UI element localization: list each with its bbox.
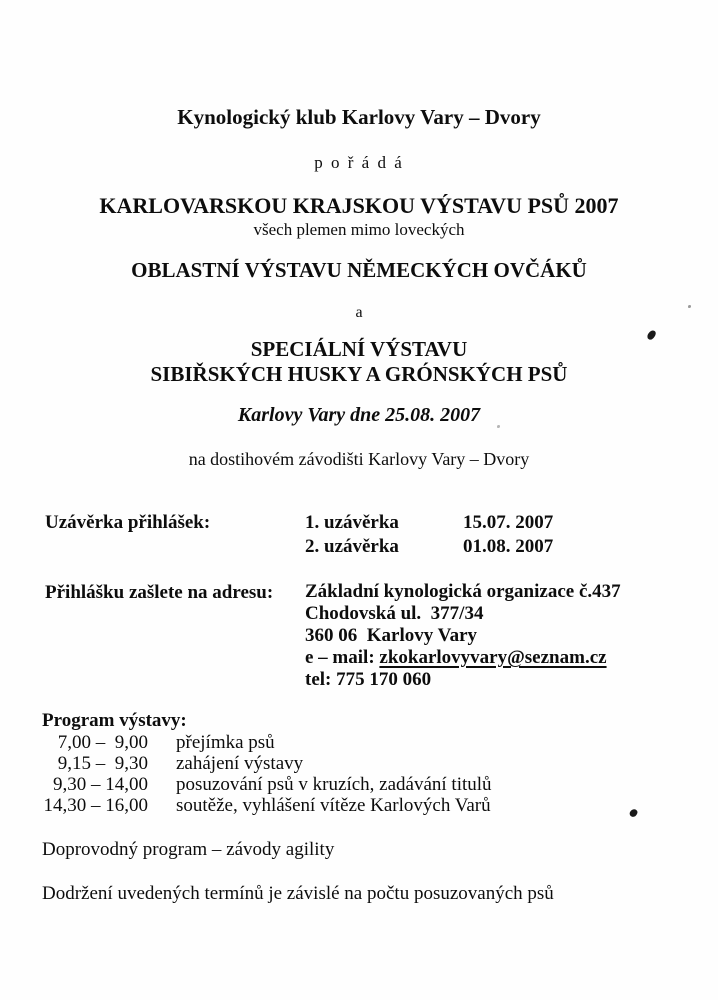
email-address: zkokarlovyvary@seznam.cz [379, 647, 607, 668]
program-activity: posuzování psů v kruzích, zadávání titulů [176, 774, 492, 795]
event3-title-line2: SIBIŘSKÝCH HUSKY A GRÓNSKÝCH PSŮ [150, 362, 568, 386]
address-city: 360 06 Karlovy Vary [305, 625, 478, 646]
program-time: 14,30 – 16,00 [43, 795, 148, 816]
program-row [42, 753, 718, 774]
deadline-date: 01.08. 2007 [463, 536, 554, 557]
accompanying-program-line: Doprovodný program – závody agility [42, 839, 335, 860]
program-section [0, 709, 718, 816]
address-email-line [305, 647, 698, 669]
program-activity: soutěže, vyhlášení vítěze Karlových Varů [176, 795, 491, 816]
deadline-row [305, 511, 698, 535]
deadlines-section [0, 511, 718, 559]
schedule-disclaimer-line: Dodržení uvedených termínů je závislé na počtu posuzovaných psů [42, 883, 554, 904]
address-phone: tel: 775 170 060 [305, 669, 432, 690]
event1-subtitle: všech plemen mimo loveckých [253, 220, 465, 239]
program-time: 9,15 – 9,30 [57, 753, 148, 774]
program-row [42, 774, 718, 795]
deadline-row [305, 535, 698, 559]
organizes-text: p o ř á d á [314, 153, 404, 172]
address-section [0, 581, 718, 691]
deadline-name: 1. uzávěrka [305, 512, 399, 533]
event3-title [0, 337, 718, 387]
program-time: 7,00 – 9,00 [57, 732, 148, 753]
deadlines-label: Uzávěrka přihlášek: [45, 512, 211, 533]
program-time: 9,30 – 14,00 [53, 774, 148, 795]
event1-title: KARLOVARSKOU KRAJSKOU VÝSTAVU PSŮ 2007 [99, 193, 619, 218]
address-organization: Základní kynologická organizace č.437 [305, 581, 621, 602]
address-content [305, 581, 698, 691]
program-row [42, 795, 718, 816]
deadline-date: 15.07. 2007 [463, 512, 554, 533]
event-date: Karlovy Vary dne 25.08. 2007 [237, 404, 481, 426]
program-row [42, 732, 718, 753]
deadlines-content [305, 511, 698, 559]
venue-line: na dostihovém závodišti Karlovy Vary – Dvory [188, 449, 530, 469]
deadline-name: 2. uzávěrka [305, 536, 399, 557]
address-label: Přihlášku zašlete na adresu: [45, 582, 274, 603]
conjunction-text: a [355, 304, 363, 321]
event2-title: OBLASTNÍ VÝSTAVU NĚMECKÝCH OVČÁKŮ [131, 258, 587, 282]
address-street: Chodovská ul. 377/34 [305, 603, 484, 624]
email-prefix: e – mail: [305, 647, 380, 668]
event3-title-line1: SPECIÁLNÍ VÝSTAVU [250, 337, 468, 361]
program-activity: zahájení výstavy [176, 753, 304, 774]
program-title: Program výstavy: [42, 710, 187, 731]
program-activity: přejímka psů [176, 732, 275, 753]
club-title: Kynologický klub Karlovy Vary – Dvory [177, 105, 541, 129]
